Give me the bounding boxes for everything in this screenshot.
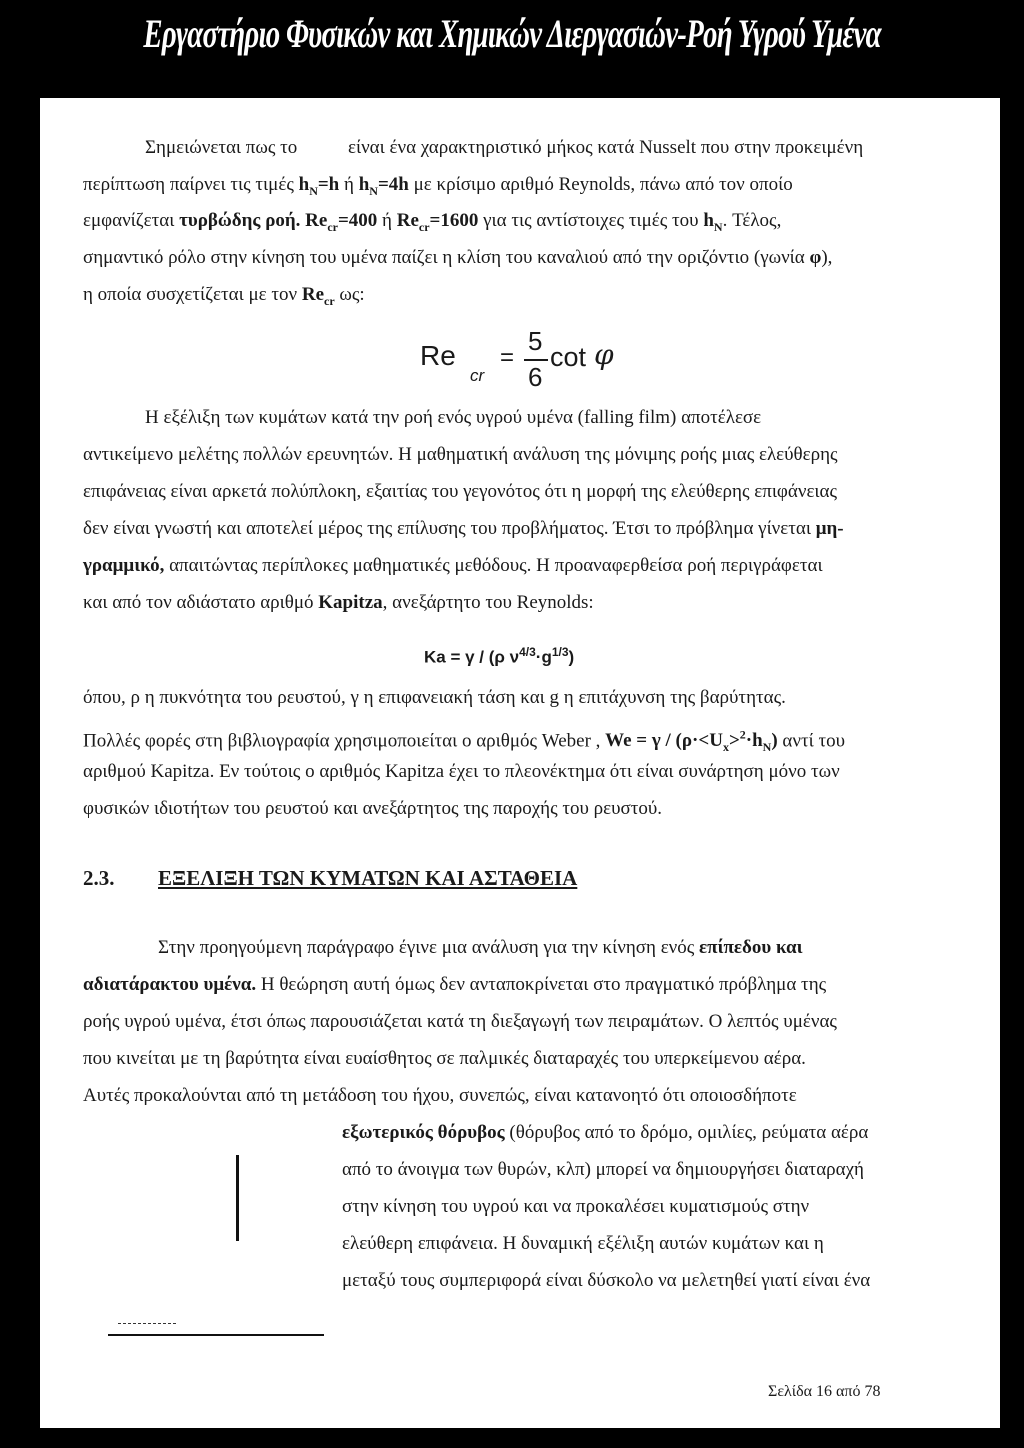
para2-line1: Η εξέλιξη των κυμάτων κατά την ροή ενός υγρού υμένα (falling film) αποτέλεσε [145, 407, 762, 428]
header-title: Εργαστήριο Φυσικών και Χημικών Διεργασιών-Ροή Υγρού Υμένα [143, 11, 881, 56]
para4-line7: από το άνοιγμα των θυρών, κλπ) μπορεί να δημιουργήσει διαταραχή [342, 1159, 864, 1180]
para1-line3: εμφανίζεται τυρβώδης ροή. $Re_{cr}=400$ ή $Re_{cr}=1600$ για τις αντίστοιχες τιμές του $h_N$. Τέλος, [83, 210, 782, 234]
para2-line2: αντικείμενο μελέτης πολλών ερευνητών. Η μαθηματική ανάλυση της μόνιμης ροής μιας ελεύθερης [83, 444, 838, 465]
equation-kapitza: Ka = γ / (ρ $\nu^{4/3}\cdot g^{1/3}$) [424, 645, 575, 667]
eq1-re: Re [420, 340, 456, 371]
page-number: Σελίδα 16 από 78 [768, 1383, 881, 1400]
para4-line9: ελεύθερη επιφάνεια. Η δυναμική εξέλιξη αυτών κυμάτων και η [342, 1233, 824, 1254]
eq1-sub: cr [470, 366, 485, 385]
footnote-dash [118, 1323, 176, 1324]
para3-line1: όπου, ρ η πυκνότητα του ρευστού, γ η επιφανειακή τάση και g η επιτάχυνση της βαρύτητας. [83, 687, 786, 708]
para4-line10: μεταξύ τους συμπεριφορά είναι δύσκολο να μελετηθεί γιατί είναι ένα [342, 1270, 871, 1291]
para4-line2: αδιατάρακτου υμένα. Η θεώρηση αυτή όμως δεν ανταποκρίνεται στο πραγματικό πρόβλημα της [83, 974, 827, 995]
para1-line2: περίπτωση παίρνει τις τιμές $h_N=h$ ή $h_N=4h$ με κρίσιμο αριθμό Reynolds, πάνω από τον οποίο [83, 174, 793, 198]
eq1-cot: cot [550, 342, 587, 372]
equation-re-cr [420, 326, 614, 398]
para2-line4: δεν είναι γνωστή και αποτελεί μέρος της επίλυσης του προβλήματος. Έτσι το πρόβλημα γίνεται μη- [83, 518, 844, 539]
page-header [0, 0, 1024, 80]
para4-line5: Αυτές προκαλούνται από τη μετάδοση του ήχου, συνεπώς, είναι κατανοητό ότι οποιοσδήποτε [83, 1085, 797, 1106]
section-number: 2.3. [83, 866, 115, 890]
para2-line3: επιφάνειας είναι αρκετά πολύπλοκη, εξαιτίας του γεγονότος ότι η μορφή της ελεύθερης επιφάνειας [83, 481, 838, 502]
para4-line3: ροής υγρού υμένα, έτσι όπως παρουσιάζεται κατά τη διεξαγωγή των πειραμάτων. Ο λεπτός υμένας [83, 1011, 837, 1032]
eq1-phi: φ [594, 338, 614, 371]
para3-line2: Πολλές φορές στη βιβλιογραφία χρησιμοποιείται ο αριθμός Weber , $We = \gamma / (\rho\cdot<U_x>^2\cdot h_N)$ αντί του [83, 728, 846, 755]
footnote-separator [108, 1334, 324, 1336]
para1-line4: σημαντικό ρόλο στην κίνηση του υμένα παίζει η κλίση του καναλιού από την οριζόντιο (γωνία φ), [83, 247, 833, 268]
eq1-equals: = [500, 344, 515, 371]
para1-line1b: είναι ένα χαρακτηριστικό μήκος κατά Nusselt που στην προκειμένη [348, 137, 864, 158]
eq1-denominator: 6 [528, 362, 543, 392]
para1-line5: η οποία συσχετίζεται με τον $Re_{cr}$ ως: [83, 284, 365, 308]
para4-line6: εξωτερικός θόρυβος (θόρυβος από το δρόμο, ομιλίες, ρεύματα αέρα [342, 1122, 869, 1143]
figure-placeholder-line [236, 1155, 239, 1241]
para4-line1: Στην προηγούμενη παράγραφο έγινε μια ανάλυση για την κίνηση ενός επίπεδου και [158, 937, 803, 958]
para4-line8: στην κίνηση του υγρού και να προκαλέσει κυματισμούς στην [342, 1196, 810, 1217]
para3-line4: φυσικών ιδιοτήτων του ρευστού και ανεξάρτητος της παροχής του ρευστού. [83, 798, 663, 819]
section-title: ΕΞΕΛΙΞΗ ΤΩΝ ΚΥΜΑΤΩΝ ΚΑΙ ΑΣΤΑΘΕΙΑ [158, 866, 578, 890]
para1-line1a: Σημειώνεται πως το [145, 137, 298, 158]
para3-line3: αριθμού Kapitza. Εν τούτοις ο αριθμός Kapitza έχει το πλεονέκτημα ότι είναι συνάρτηση μόνο των [83, 761, 840, 782]
eq1-numerator: 5 [528, 326, 543, 356]
para4-line4: που κινείται με τη βαρύτητα είναι ευαίσθητος σε παλμικές διαταραχές του υπερκείμενου αέρα. [83, 1048, 806, 1069]
eq1-fraction-bar [524, 359, 548, 361]
para2-line5: γραμμικό, απαιτώντας περίπλοκες μαθηματικές μεθόδους. Η προαναφερθείσα ροή περιγράφεται [83, 555, 823, 576]
para2-line6: και από τον αδιάστατο αριθμό Kapitza, ανεξάρτητο του Reynolds: [83, 592, 594, 613]
